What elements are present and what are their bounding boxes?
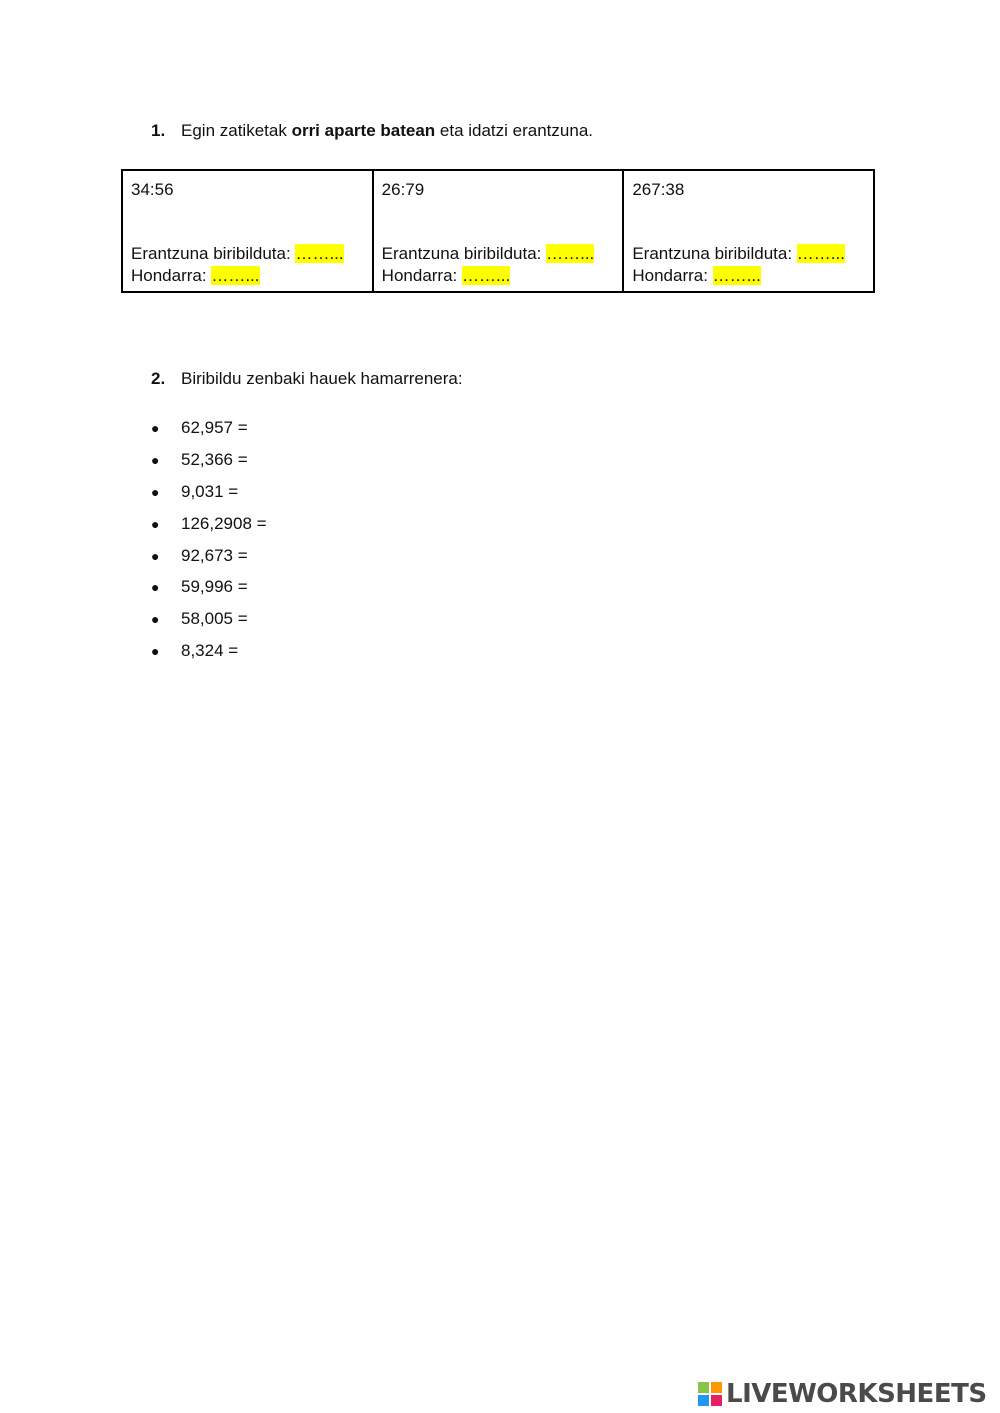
list-item bbox=[151, 482, 267, 514]
list-item bbox=[151, 577, 267, 609]
instruction-text-start: Egin zatiketak bbox=[181, 121, 292, 140]
instruction-text-bold: orri aparte batean bbox=[291, 121, 436, 140]
number-to-round[interactable]: 92,673 = bbox=[181, 545, 248, 565]
remainder-blank[interactable]: ……... bbox=[462, 266, 511, 285]
division-cell-3 bbox=[624, 171, 873, 291]
liveworksheets-logo bbox=[698, 1379, 987, 1409]
remainder-label: Hondarra: bbox=[131, 266, 212, 285]
exercise-1-instruction bbox=[151, 121, 593, 141]
number-to-round[interactable]: 58,005 = bbox=[181, 609, 248, 629]
number-to-round[interactable]: 8,324 = bbox=[181, 641, 239, 661]
list-item bbox=[151, 609, 267, 641]
bullet-icon: ● bbox=[151, 611, 160, 628]
number-to-round[interactable]: 9,031 = bbox=[181, 481, 239, 501]
remainder-label: Hondarra: bbox=[632, 266, 713, 285]
number-to-round[interactable]: 62,957 = bbox=[181, 418, 248, 437]
number-to-round[interactable]: 126,2908 = bbox=[181, 513, 267, 533]
list-item bbox=[151, 418, 267, 450]
number-to-round[interactable]: 52,366 = bbox=[181, 449, 248, 469]
division-table bbox=[121, 169, 875, 293]
instruction-text-end: eta idatzi erantzuna. bbox=[435, 121, 593, 140]
rounding-list bbox=[151, 418, 267, 673]
logo-square-icon bbox=[711, 1395, 722, 1406]
logo-square-icon bbox=[698, 1382, 709, 1393]
remainder-blank[interactable]: ……... bbox=[211, 266, 260, 285]
rounded-answer-label: Erantzuna biribilduta: bbox=[632, 244, 797, 263]
list-item bbox=[151, 641, 267, 673]
bullet-icon: ● bbox=[151, 451, 160, 468]
exercise-1-number: 1. bbox=[151, 121, 166, 140]
list-item bbox=[151, 450, 267, 482]
logo-mark-icon bbox=[698, 1382, 722, 1406]
division-cell-2 bbox=[374, 171, 625, 291]
bullet-icon: ● bbox=[151, 420, 160, 436]
remainder-blank[interactable]: ……... bbox=[712, 266, 761, 285]
bullet-icon: ● bbox=[151, 515, 160, 532]
number-to-round[interactable]: 59,996 = bbox=[181, 577, 248, 597]
operation: 267:38 bbox=[632, 180, 685, 199]
logo-square-icon bbox=[698, 1395, 709, 1406]
operation: 34:56 bbox=[131, 180, 174, 199]
bullet-icon: ● bbox=[151, 547, 160, 564]
exercise-2-instruction bbox=[151, 369, 463, 389]
remainder-label: Hondarra: bbox=[381, 266, 462, 285]
list-item bbox=[151, 514, 267, 546]
bullet-icon: ● bbox=[151, 483, 160, 500]
exercise-2-number: 2. bbox=[151, 369, 166, 388]
rounded-answer-label: Erantzuna biribilduta: bbox=[131, 244, 296, 263]
bullet-icon: ● bbox=[151, 579, 160, 596]
rounded-answer-blank[interactable]: ……... bbox=[796, 244, 845, 263]
rounded-answer-blank[interactable]: ……... bbox=[546, 244, 595, 263]
instruction-text: Biribildu zenbaki hauek hamarrenera: bbox=[181, 369, 463, 388]
bullet-icon: ● bbox=[151, 643, 160, 660]
logo-square-icon bbox=[711, 1382, 722, 1393]
logo-text: LIVEWORKSHEETS bbox=[726, 1379, 987, 1409]
rounded-answer-label: Erantzuna biribilduta: bbox=[381, 244, 547, 263]
list-item bbox=[151, 546, 267, 578]
operation: 26:79 bbox=[381, 180, 425, 199]
division-cell-1 bbox=[123, 171, 374, 291]
rounded-answer-blank[interactable]: ……... bbox=[295, 244, 344, 263]
